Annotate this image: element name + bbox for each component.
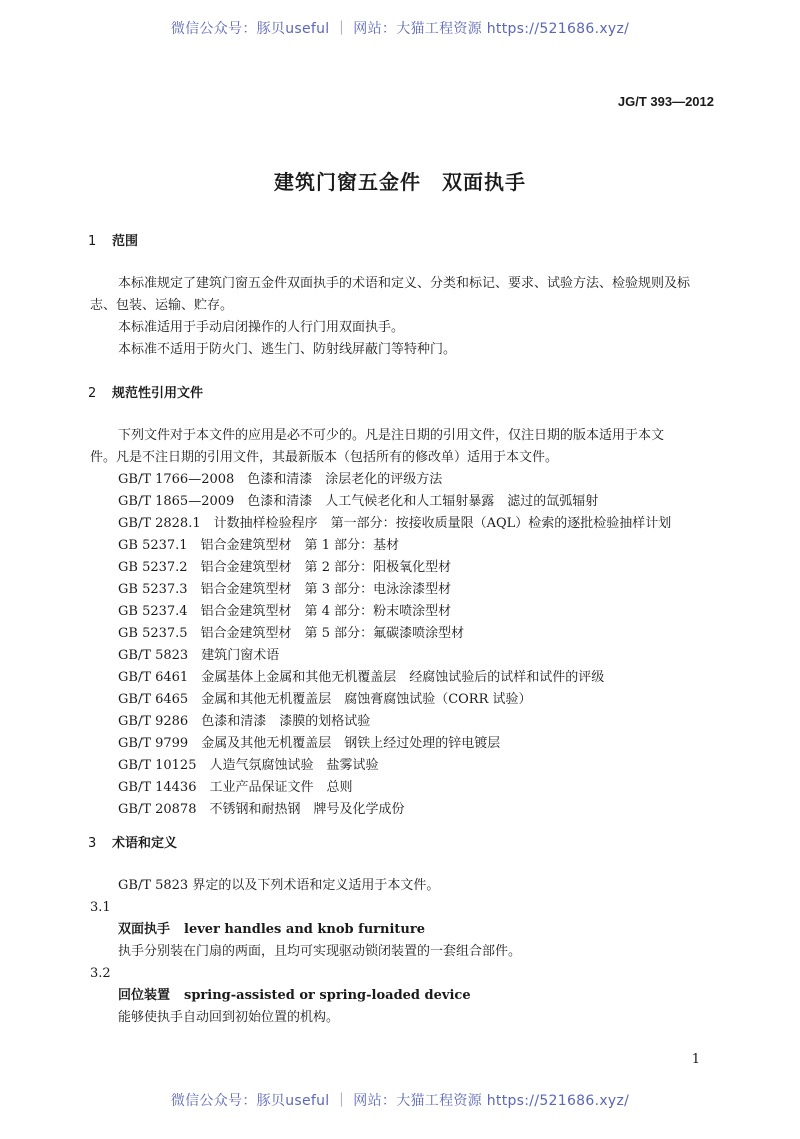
section-3-heading xyxy=(88,834,177,854)
reference-item: GB 5237.5 铝合金建筑型材 第 5 部分：氟碳漆喷涂型材 xyxy=(118,626,465,641)
page-number: 1 xyxy=(691,1052,700,1067)
term-heading xyxy=(118,920,425,940)
section-1-heading xyxy=(88,232,138,252)
section-3-title: 术语和定义 xyxy=(112,836,178,851)
section-2-intro-line-2: 件。凡是不注日期的引用文件，其最新版本（包括所有的修改单）适用于本文件。 xyxy=(90,450,559,465)
reference-item: GB 5237.3 铝合金建筑型材 第 3 部分：电泳涂漆型材 xyxy=(118,582,452,597)
section-2-heading xyxy=(88,384,203,404)
section-1-title: 范围 xyxy=(112,234,139,249)
term-chinese: 双面执手 xyxy=(118,922,171,937)
reference-item: GB/T 9286 色漆和清漆 漆膜的划格试验 xyxy=(118,714,371,729)
reference-item: GB/T 1865—2009 色漆和清漆 人工气候老化和人工辐射暴露 滤过的氙弧辐射 xyxy=(118,494,599,509)
reference-item: GB/T 1766—2008 色漆和清漆 涂层老化的评级方法 xyxy=(118,472,443,487)
term-heading xyxy=(118,986,471,1006)
term-definition: 执手分别装在门扇的两面，且均可实现驱动锁闭装置的一套组合部件。 xyxy=(118,944,522,959)
reference-item: GB 5237.4 铝合金建筑型材 第 4 部分：粉末喷涂型材 xyxy=(118,604,452,619)
reference-item: GB/T 10125 人造气氛腐蚀试验 盐雾试验 xyxy=(118,758,379,773)
document-title: 建筑门窗五金件 双面执手 xyxy=(274,170,526,194)
standard-code: JG/T 393—2012 xyxy=(617,94,714,109)
reference-item: GB 5237.1 铝合金建筑型材 第 1 部分：基材 xyxy=(118,538,400,553)
watermark-top: 微信公众号：豚贝useful ｜ 网站：大猫工程资源 https://521686.xyz/ xyxy=(170,21,630,37)
section-2-intro-line-1: 下列文件对于本文件的应用是必不可少的。凡是注日期的引用文件，仅注日期的版本适用于本文 xyxy=(118,428,665,443)
section-1-paragraph-1-line-2: 志、包装、运输、贮存。 xyxy=(90,298,234,313)
term-english: lever handles and knob furniture xyxy=(184,922,425,937)
reference-item: GB/T 14436 工业产品保证文件 总则 xyxy=(118,780,353,795)
watermark-bottom: 微信公众号：豚贝useful ｜ 网站：大猫工程资源 https://521686.xyz/ xyxy=(170,1093,630,1109)
section-2-title: 规范性引用文件 xyxy=(112,386,204,401)
section-3-number: 3 xyxy=(88,836,97,851)
reference-item: GB/T 9799 金属及其他无机覆盖层 钢铁上经过处理的锌电镀层 xyxy=(118,736,501,751)
reference-item: GB/T 20878 不锈钢和耐热钢 牌号及化学成份 xyxy=(118,802,405,817)
reference-item: GB/T 6465 金属和其他无机覆盖层 腐蚀膏腐蚀试验（CORR 试验） xyxy=(118,692,532,707)
section-1-paragraph-1-line-1: 本标准规定了建筑门窗五金件双面执手的术语和定义、分类和标记、要求、试验方法、检验规则及标 xyxy=(118,276,691,291)
section-1-paragraph-2: 本标准适用于手动启闭操作的人行门用双面执手。 xyxy=(118,320,405,335)
section-3-intro: GB/T 5823 界定的以及下列术语和定义适用于本文件。 xyxy=(118,878,440,893)
term-definition: 能够使执手自动回到初始位置的机构。 xyxy=(118,1010,340,1025)
reference-item: GB/T 5823 建筑门窗术语 xyxy=(118,648,280,663)
section-1-number: 1 xyxy=(88,234,97,249)
term-number: 3.2 xyxy=(90,966,111,981)
reference-item: GB 5237.2 铝合金建筑型材 第 2 部分：阳极氧化型材 xyxy=(118,560,452,575)
term-number: 3.1 xyxy=(90,900,111,915)
term-english: spring-assisted or spring-loaded device xyxy=(184,988,471,1003)
section-1-paragraph-3: 本标准不适用于防火门、逃生门、防射线屏蔽门等特种门。 xyxy=(118,342,457,357)
section-2-number: 2 xyxy=(88,386,97,401)
reference-item: GB/T 6461 金属基体上金属和其他无机覆盖层 经腐蚀试验后的试样和试件的评级 xyxy=(118,670,605,685)
reference-item: GB/T 2828.1 计数抽样检验程序 第一部分：按接收质量限（AQL）检索的逐批检验抽样计划 xyxy=(118,516,672,531)
term-chinese: 回位装置 xyxy=(118,988,171,1003)
